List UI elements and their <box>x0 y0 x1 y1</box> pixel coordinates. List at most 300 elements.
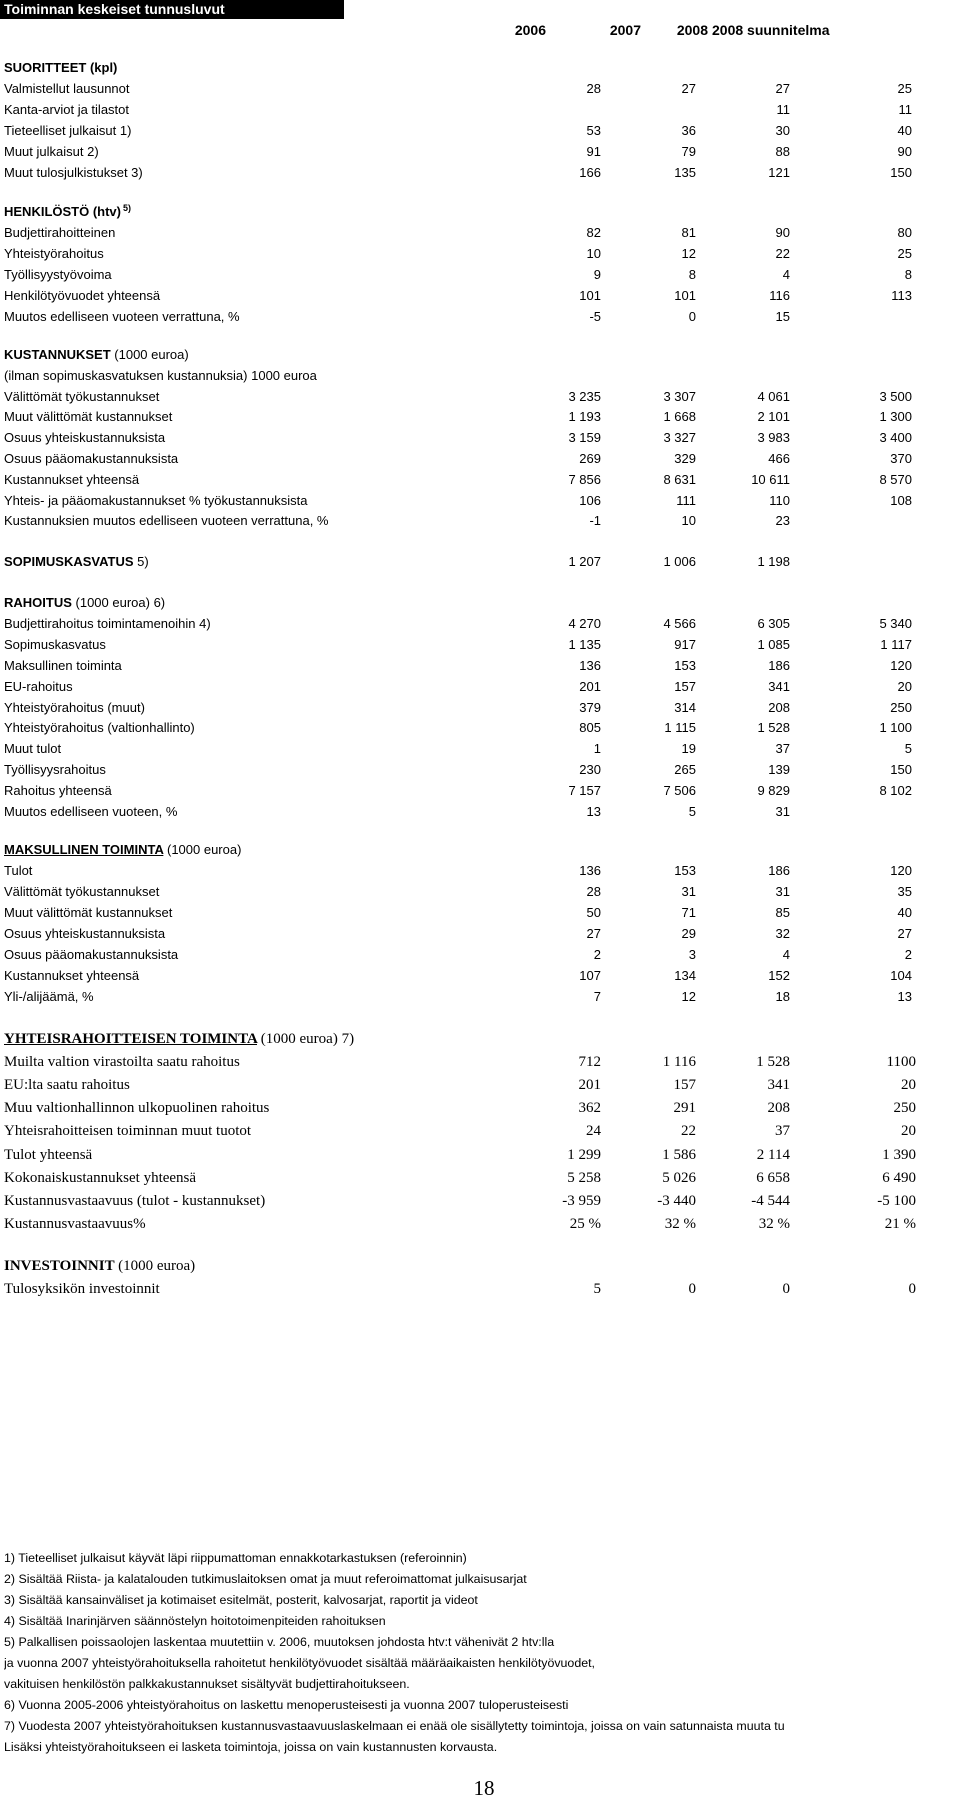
cell-value: 23 <box>775 513 790 529</box>
cell-value: 22 <box>775 246 790 261</box>
cell-value: 31 <box>775 884 790 899</box>
cell-value: 79 <box>681 144 696 159</box>
page-title: Toiminnan keskeiset tunnusluvut <box>0 0 344 19</box>
cell-value: 27 <box>681 81 696 96</box>
row-label: Budjettirahoitus toimintamenoihin 4) <box>4 615 211 631</box>
cell-value: 50 <box>586 905 601 920</box>
cell-value: 314 <box>674 699 696 715</box>
cell-value: 10 611 <box>751 471 790 487</box>
row-label: Tulosyksikön investoinnit <box>4 1281 160 1297</box>
footnote: 5) Palkallisen poissaolojen laskentaa muutettiin v. 2006, muutoksen johdosta htv:t vähenivät 2 htv:lla <box>4 1635 555 1649</box>
cell-value: 18 <box>775 989 790 1004</box>
cell-value: 15 <box>775 309 790 324</box>
section-heading-label <box>4 345 189 365</box>
cell-value: 230 <box>579 762 601 778</box>
cell-value: 3 235 <box>568 388 601 404</box>
table-row <box>0 387 960 407</box>
cell-value: 135 <box>674 165 696 180</box>
cell-value: 27 <box>775 81 790 96</box>
section-heading-unit: (1000 euroa) <box>114 347 189 362</box>
cell-value: 153 <box>674 657 696 673</box>
table-row <box>0 407 960 427</box>
table-row <box>0 760 960 780</box>
cell-value: 5 <box>593 1281 601 1297</box>
cell-value: 201 <box>579 678 601 694</box>
table-row <box>0 491 960 511</box>
row-label: Osuus yhteiskustannuksista <box>4 430 166 446</box>
table-row <box>0 924 960 944</box>
cell-value: -5 100 <box>877 1192 916 1209</box>
cell-value: 269 <box>579 451 601 466</box>
cell-value: 1 300 <box>879 409 912 425</box>
cell-value: 341 <box>767 1077 790 1094</box>
cell-value: 1 528 <box>756 1054 790 1071</box>
cell-value: 11 <box>898 102 912 117</box>
table-row <box>0 286 960 306</box>
row-label: (ilman sopimuskasvatuksen kustannuksia) 1000 euroa <box>4 367 317 383</box>
cell-value: 12 <box>681 246 696 261</box>
row-label: Tieteelliset julkaisut 1) <box>4 123 132 138</box>
row-label: EU-rahoitus <box>4 678 73 694</box>
cell-value: 88 <box>775 144 790 159</box>
cell-value: 8 631 <box>663 471 696 487</box>
cell-value: 37 <box>775 1123 790 1140</box>
row-label: Osuus pääomakustannuksista <box>4 451 179 466</box>
cell-value: 21 % <box>884 1215 916 1232</box>
section-heading-label <box>4 593 165 613</box>
section-heading-title: YHTEISRAHOITTEISEN TOIMINTA <box>4 1031 258 1047</box>
cell-value: 31 <box>775 804 790 819</box>
cell-value: 466 <box>768 451 790 466</box>
row-label: Muutos edelliseen vuoteen, % <box>4 804 178 819</box>
cell-value: 85 <box>775 905 790 920</box>
cell-value: 1 <box>593 741 601 757</box>
table-row <box>0 966 960 986</box>
cell-value: 6 305 <box>757 615 790 631</box>
cell-value: 5 026 <box>662 1169 696 1186</box>
cell-value: 201 <box>578 1077 601 1094</box>
cell-value: 2 114 <box>756 1146 790 1163</box>
cell-value: 208 <box>767 1100 790 1117</box>
cell-value: 101 <box>579 288 601 303</box>
cell-value: 4 061 <box>757 388 790 404</box>
cell-value: 35 <box>897 884 912 899</box>
cell-value: 208 <box>768 699 790 715</box>
table-row <box>0 677 960 697</box>
cell-value: 1 085 <box>757 636 790 652</box>
cell-value: -1 <box>589 513 601 529</box>
row-label: Välittömät työkustannukset <box>4 388 160 404</box>
cell-value: 329 <box>674 451 696 466</box>
cell-value: 9 <box>593 267 601 282</box>
section-heading-unit: (1000 euroa) 7) <box>260 1031 355 1047</box>
cell-value: 22 <box>681 1123 696 1140</box>
cell-value: 24 <box>586 1123 601 1140</box>
section-heading <box>0 58 960 78</box>
cell-value: 0 <box>908 1281 916 1297</box>
cell-value: 30 <box>775 123 790 138</box>
row-label: Muutos edelliseen vuoteen verrattuna, % <box>4 309 240 324</box>
footnote: 1) Tieteelliset julkaisut käyvät läpi riippumattoman ennakkotarkastuksen (referoinnin) <box>4 1551 467 1565</box>
row-label: Kokonaiskustannukset yhteensä <box>4 1169 197 1186</box>
cell-value: -3 440 <box>657 1192 696 1209</box>
section-heading <box>0 840 960 860</box>
section-heading-label <box>4 1256 195 1276</box>
cell-value: 362 <box>578 1100 601 1117</box>
cell-value: 1 528 <box>757 720 790 736</box>
table-row <box>0 511 960 531</box>
cell-value: 10 <box>586 246 601 261</box>
cell-value: 6 658 <box>756 1169 790 1186</box>
section-heading <box>0 345 960 365</box>
section-heading <box>0 1029 960 1049</box>
cell-value: 37 <box>775 741 790 757</box>
table-row <box>0 449 960 469</box>
table-row <box>0 698 960 718</box>
cell-value: 104 <box>890 968 912 983</box>
cell-value: 81 <box>681 225 696 240</box>
cell-value: 120 <box>890 657 912 673</box>
cell-value: 19 <box>681 741 696 757</box>
cell-value: 265 <box>674 762 696 778</box>
cell-value: 25 <box>897 81 912 96</box>
footnote: 6) Vuonna 2005-2006 yhteistyörahoitus on laskettu menoperusteisesti ja vuonna 2007 tuloperusteisesti <box>4 1698 569 1712</box>
table-row <box>0 882 960 902</box>
row-label: Yhteistyörahoitus <box>4 246 104 261</box>
cell-value: 186 <box>768 863 790 878</box>
cell-value: 32 % <box>664 1215 696 1232</box>
table-row <box>0 428 960 448</box>
cell-value: 107 <box>579 968 601 983</box>
cell-value: 31 <box>681 884 696 899</box>
cell-value: 28 <box>586 81 601 96</box>
cell-value: 370 <box>890 451 912 466</box>
row-label: Maksullinen toiminta <box>4 657 122 673</box>
cell-value: 3 500 <box>879 388 912 404</box>
table-row <box>0 470 960 490</box>
table-row <box>0 1121 960 1141</box>
table-row <box>0 1075 960 1095</box>
table-row <box>0 1214 960 1234</box>
cell-value: 120 <box>890 863 912 878</box>
cell-value: 250 <box>893 1100 916 1117</box>
cell-value: 6 490 <box>882 1169 916 1186</box>
cell-value: 25 % <box>569 1215 601 1232</box>
cell-value: 157 <box>673 1077 696 1094</box>
row-label: Kanta-arviot ja tilastot <box>4 102 130 117</box>
section-heading <box>0 593 960 613</box>
table-row <box>0 121 960 141</box>
cell-value: 1 006 <box>663 554 696 569</box>
row-label: Yhteisrahoitteisen toiminnan muut tuotot <box>4 1123 252 1140</box>
cell-value: 8 570 <box>879 471 912 487</box>
cell-value: 7 157 <box>568 783 601 799</box>
cell-value: 80 <box>897 225 912 240</box>
cell-value: 1 100 <box>879 720 912 736</box>
cell-value: 3 <box>688 947 696 962</box>
cell-value: 0 <box>688 309 696 324</box>
cell-value: 28 <box>586 884 601 899</box>
cell-value: 341 <box>768 678 790 694</box>
cell-value: 71 <box>681 905 696 920</box>
cell-value: 10 <box>681 513 696 529</box>
row-label: Kustannuksien muutos edelliseen vuoteen verrattuna, % <box>4 513 329 529</box>
cell-value: 20 <box>897 678 912 694</box>
table-row <box>0 861 960 881</box>
cell-value: 121 <box>768 165 790 180</box>
cell-value: 32 <box>775 926 790 941</box>
cell-value: 27 <box>586 926 601 941</box>
cell-value: 106 <box>579 492 601 508</box>
cell-value: 13 <box>586 804 601 819</box>
section-heading <box>0 202 960 222</box>
section-heading-title: INVESTOINNIT <box>4 1258 115 1274</box>
row-label: Muut tulosjulkistukset 3) <box>4 165 143 180</box>
footnotes <box>4 1548 956 1758</box>
cell-value: 1 193 <box>568 409 601 425</box>
row-label: Yhteis- ja pääomakustannukset % työkustannuksista <box>4 492 308 508</box>
year-header-2006: 2006 <box>514 22 546 38</box>
section-heading-footnote-ref: 5) <box>123 203 132 213</box>
cell-value: 7 856 <box>568 471 601 487</box>
cell-value: 27 <box>897 926 912 941</box>
cell-value: 5 340 <box>879 615 912 631</box>
section-heading-label <box>4 202 131 223</box>
cell-value: 8 <box>904 267 912 282</box>
cell-value: 1100 <box>886 1054 916 1071</box>
cell-value: 2 <box>593 947 601 962</box>
cell-value: 917 <box>674 636 696 652</box>
table-row <box>0 656 960 676</box>
cell-value: 40 <box>897 905 912 920</box>
cell-value: 166 <box>579 165 601 180</box>
cell-value: 1 117 <box>880 636 912 652</box>
cell-value: 7 <box>593 989 601 1004</box>
row-label: Rahoitus yhteensä <box>4 783 112 799</box>
row-label: Muilta valtion virastoilta saatu rahoitus <box>4 1054 240 1071</box>
row-label: Osuus yhteiskustannuksista <box>4 926 166 941</box>
cell-value: 5 <box>688 804 696 819</box>
table-row <box>0 1098 960 1118</box>
year-header-2007: 2007 <box>609 22 641 38</box>
table-row <box>0 945 960 965</box>
table-row <box>0 163 960 183</box>
table-row <box>0 614 960 634</box>
table-row <box>0 635 960 655</box>
cell-value: 9 829 <box>757 783 790 799</box>
cell-value: 136 <box>579 657 601 673</box>
row-label: Työllisyysrahoitus <box>4 762 106 778</box>
cell-value: 139 <box>768 762 790 778</box>
table-row <box>0 1145 960 1165</box>
cell-value: 805 <box>579 720 601 736</box>
table-row <box>0 718 960 738</box>
row-label: Osuus pääomakustannuksista <box>4 947 179 962</box>
table-row <box>0 265 960 285</box>
cell-value: 157 <box>674 678 696 694</box>
cell-value: 1 135 <box>568 636 601 652</box>
cell-value: 8 <box>688 267 696 282</box>
cell-value: 4 566 <box>663 615 696 631</box>
section-heading-title: SOPIMUSKASVATUS <box>4 554 134 569</box>
cell-value: 291 <box>673 1100 696 1117</box>
row-label: Kustannusvastaavuus (tulot - kustannukset) <box>4 1192 266 1209</box>
table-row <box>0 1168 960 1188</box>
cell-value: 2 101 <box>757 409 790 425</box>
cell-value: 12 <box>681 989 696 1004</box>
section-heading-label <box>4 552 149 572</box>
cell-value: 1 586 <box>662 1146 696 1163</box>
table-row <box>0 223 960 243</box>
footnote: 2) Sisältää Riista- ja kalatalouden tutkimuslaitoksen omat ja muut referoimattomat julkaisusarjat <box>4 1572 527 1586</box>
row-label: Henkilötyövuodet yhteensä <box>4 288 161 303</box>
row-label: Kustannukset yhteensä <box>4 471 140 487</box>
section-heading-unit: 5) <box>137 554 149 569</box>
cell-value: 712 <box>578 1054 601 1071</box>
year-header-2008: 2008 <box>676 22 708 38</box>
cell-value: 153 <box>674 863 696 878</box>
table-row <box>0 903 960 923</box>
cell-value: 0 <box>688 1281 696 1297</box>
cell-value: 250 <box>890 699 912 715</box>
row-label: Yhteistyörahoitus (valtionhallinto) <box>4 720 195 736</box>
table-row <box>0 739 960 759</box>
cell-value: 13 <box>897 989 912 1004</box>
row-label: Työllisyystyövoima <box>4 267 112 282</box>
table-row <box>0 79 960 99</box>
cell-value: 136 <box>579 863 601 878</box>
footnote: vakituisen henkilöstön palkkakustannukset sisältyvät budjettirahoitukseen. <box>4 1677 410 1691</box>
table-row <box>0 802 960 822</box>
footnote: 7) Vuodesta 2007 yhteistyörahoituksen kustannusvastaavuuslaskelmaan ei enää ole sisällytetty toimintoja, joissa on vain satunnaista muuta tu <box>4 1719 785 1733</box>
cell-value: 90 <box>897 144 912 159</box>
cell-value: 3 983 <box>757 430 790 446</box>
row-label: Kustannusvastaavuus% <box>4 1215 146 1232</box>
cell-value: 11 <box>776 102 790 117</box>
cell-value: 8 102 <box>879 783 912 799</box>
cell-value: 0 <box>782 1281 790 1297</box>
cell-value: 91 <box>586 144 601 159</box>
cell-value: 4 <box>782 267 790 282</box>
cell-value: 3 327 <box>663 430 696 446</box>
section-heading-title: HENKILÖSTÖ (htv) <box>4 204 121 219</box>
cell-value: 25 <box>897 246 912 261</box>
cell-value: 20 <box>901 1123 916 1140</box>
row-label: Muut tulot <box>4 741 62 757</box>
section-heading-title: MAKSULLINEN TOIMINTA <box>4 842 164 857</box>
cell-value: 4 <box>782 947 790 962</box>
row-label: Valmistellut lausunnot <box>4 81 130 96</box>
cell-value: 2 <box>904 947 912 962</box>
table-row <box>0 1191 960 1211</box>
table-row <box>0 1279 960 1299</box>
section-heading <box>0 1256 960 1276</box>
cell-value: 134 <box>674 968 696 983</box>
section-heading-title: SUORITTEET (kpl) <box>4 60 118 75</box>
cell-value: 186 <box>768 657 790 673</box>
row-label: Tulot <box>4 863 33 878</box>
row-label: Yhteistyörahoitus (muut) <box>4 699 145 715</box>
section-heading-label <box>4 58 117 78</box>
table-row <box>0 781 960 801</box>
row-label: Välittömät työkustannukset <box>4 884 160 899</box>
cell-value: 379 <box>579 699 601 715</box>
cell-value: 110 <box>769 492 790 508</box>
footnote: ja vuonna 2007 yhteistyörahoituksella rahoitetut henkilötyövuodet sisältää määräaikaisten henkilötyövuodet, <box>4 1656 595 1670</box>
row-label: Kustannukset yhteensä <box>4 968 140 983</box>
cell-value: 40 <box>897 123 912 138</box>
row-label: Tulot yhteensä <box>4 1146 93 1163</box>
cell-value: 1 207 <box>568 554 601 569</box>
cell-value: 5 258 <box>567 1169 601 1186</box>
section-heading-title: RAHOITUS <box>4 595 72 610</box>
cell-value: 108 <box>890 492 912 508</box>
cell-value: 1 668 <box>663 409 696 425</box>
cell-value: 152 <box>768 968 790 983</box>
cell-value: 113 <box>891 288 912 303</box>
cell-value: 1 115 <box>664 720 696 736</box>
cell-value: 116 <box>769 288 790 303</box>
cell-value: -3 959 <box>562 1192 601 1209</box>
table-row <box>0 1052 960 1072</box>
cell-value: 3 159 <box>568 430 601 446</box>
cell-value: 101 <box>674 288 696 303</box>
section-heading-unit: (1000 euroa) <box>166 842 242 857</box>
row-label: Muu valtionhallinnon ulkopuolinen rahoitus <box>4 1100 270 1117</box>
cell-value: 4 270 <box>568 615 601 631</box>
row-label: Muut välittömät kustannukset <box>4 905 173 920</box>
section-heading <box>0 552 960 572</box>
footnote: 3) Sisältää kansainväliset ja kotimaiset esitelmät, posterit, kalvosarjat, raportit ja videot <box>4 1593 478 1607</box>
cell-value: -4 544 <box>751 1192 790 1209</box>
cell-value: 111 <box>676 492 696 508</box>
cell-value: 20 <box>901 1077 916 1094</box>
table-row <box>0 100 960 120</box>
cell-value: 3 400 <box>879 430 912 446</box>
cell-value: 5 <box>904 741 912 757</box>
section-heading-label <box>4 840 241 860</box>
row-label: Budjettirahoitteinen <box>4 225 116 240</box>
cell-value: 90 <box>775 225 790 240</box>
cell-value: 3 307 <box>663 388 696 404</box>
cell-value: 7 506 <box>663 783 696 799</box>
footnote: Lisäksi yhteistyörahoitukseen ei lasketa toimintoja, joissa on vain kustannusten korvausta. <box>4 1740 498 1754</box>
row-label: EU:lta saatu rahoitus <box>4 1077 130 1094</box>
cell-value: 36 <box>681 123 696 138</box>
table-row <box>0 307 960 327</box>
section-heading-title: KUSTANNUKSET <box>4 347 111 362</box>
page-number: 18 <box>473 1776 495 1800</box>
year-header-2008-plan: 2008 suunnitelma <box>712 22 830 38</box>
table-row <box>0 987 960 1007</box>
cell-value: 1 390 <box>882 1146 916 1163</box>
cell-value: 150 <box>890 165 912 180</box>
cell-value: 32 % <box>758 1215 790 1232</box>
row-label: Yli-/alijäämä, % <box>4 989 94 1004</box>
cell-value: 82 <box>586 225 601 240</box>
table-row <box>0 244 960 264</box>
cell-value: 29 <box>681 926 696 941</box>
row-label: Sopimuskasvatus <box>4 636 106 652</box>
cell-value: 1 116 <box>662 1054 696 1071</box>
section-heading-unit: (1000 euroa) <box>118 1258 196 1274</box>
footnote: 4) Sisältää Inarinjärven säännöstelyn hoitotoimenpiteiden rahoituksen <box>4 1614 386 1628</box>
row-label: Muut välittömät kustannukset <box>4 409 173 425</box>
section-heading-label <box>4 1029 354 1049</box>
cell-value: 1 198 <box>757 554 790 569</box>
table-row <box>0 366 960 386</box>
row-label: Muut julkaisut 2) <box>4 144 99 159</box>
